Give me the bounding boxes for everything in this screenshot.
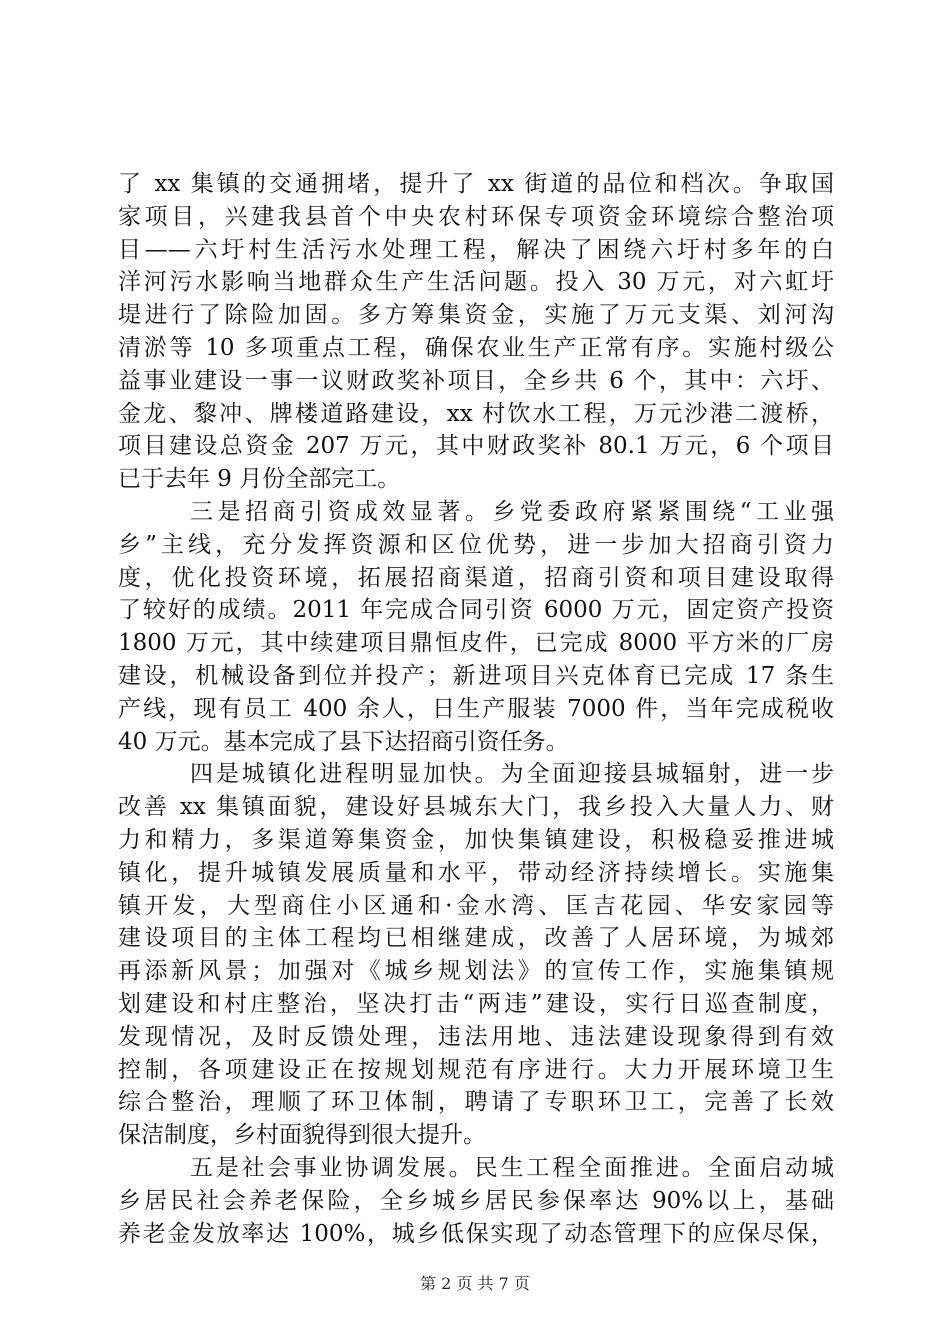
text-line: 产线，现有员工 400 余人，日生产服装 7000 件，当年完成税收 xyxy=(118,695,834,722)
text-line: 改善 xx 集镇面貌，建设好县城东大门，我乡投入大量人力、财 xyxy=(118,794,834,821)
text-line: 洋河污水影响当地群众生产生活问题。投入 30 万元，对六虹圩 xyxy=(118,269,834,296)
text-line: 划建设和村庄整治，坚决打击“两违”建设，实行日巡查制度， xyxy=(118,990,834,1017)
text-line: 益事业建设一事一议财政奖补项目，全乡共 6 个，其中：六圩、 xyxy=(118,367,834,394)
text-line: 1800 万元，其中续建项目鼎恒皮件，已完成 8000 平方米的厂房 xyxy=(118,630,834,657)
text-line: 镇化，提升城镇发展质量和水平，带动经济持续增长。实施集 xyxy=(118,859,834,886)
page-number-footer: 第 2 页 共 7 页 xyxy=(420,1274,530,1293)
text-line: 已于去年 9 月份全部完工。 xyxy=(118,466,401,493)
text-line: 项目建设总资金 207 万元，其中财政奖补 80.1 万元，6 个项目 xyxy=(118,433,834,460)
text-line: 建设项目的主体工程均已相继建成，改善了人居环境，为城郊 xyxy=(118,925,834,952)
text-line: 堤进行了除险加固。多方筹集资金，实施了万元支渠、刘河沟 xyxy=(118,302,834,329)
paragraph-start-line: 四是城镇化进程明显加快。为全面迎接县城辐射，进一步 xyxy=(190,761,834,788)
text-line: 再添新风景；加强对《城乡规划法》的宣传工作，实施集镇规 xyxy=(118,958,834,985)
text-line: 目——六圩村生活污水处理工程，解决了困绕六圩村多年的白 xyxy=(118,236,834,263)
text-line: 发现情况，及时反馈处理，违法用地、违法建设现象得到有效 xyxy=(118,1023,834,1050)
text-line: 了较好的成绩。2011 年完成合同引资 6000 万元，固定资产投资 xyxy=(118,597,834,624)
text-line: 镇开发，大型商住小区通和·金水湾、匡吉花园、华安家园等 xyxy=(118,892,834,919)
text-line: 40 万元。基本完成了县下达招商引资任务。 xyxy=(118,728,569,755)
text-line: 保洁制度，乡村面貌得到很大提升。 xyxy=(118,1122,486,1149)
paragraph-start-line: 三是招商引资成效显著。乡党委政府紧紧围绕“工业强 xyxy=(190,498,834,525)
text-line: 控制，各项建设正在按规划规范有序进行。大力开展环境卫生 xyxy=(118,1056,834,1083)
text-line: 综合整治，理顺了环卫体制，聘请了专职环卫工，完善了长效 xyxy=(118,1089,834,1116)
body-text xyxy=(118,168,834,1250)
paragraph-start-line: 五是社会事业协调发展。民生工程全面推进。全面启动城 xyxy=(190,1154,834,1181)
text-line: 乡居民社会养老保险，全乡城乡居民参保率达 90%以上，基础 xyxy=(118,1187,834,1214)
text-line: 力和精力，多渠道筹集资金，加快集镇建设，积极稳妥推进城 xyxy=(118,826,834,853)
text-line: 家项目，兴建我县首个中央农村环保专项资金环境综合整治项 xyxy=(118,203,834,230)
text-line: 清淤等 10 多项重点工程，确保农业生产正常有序。实施村级公 xyxy=(118,334,834,361)
text-line: 度，优化投资环境，拓展招商渠道，招商引资和项目建设取得 xyxy=(118,564,834,591)
text-line: 乡”主线，充分发挥资源和区位优势，进一步加大招商引资力 xyxy=(118,531,834,558)
text-line: 养老金发放率达 100%，城乡低保实现了动态管理下的应保尽保， xyxy=(118,1220,834,1247)
text-line: 金龙、黎冲、牌楼道路建设，xx 村饮水工程，万元沙港二渡桥， xyxy=(118,400,834,427)
text-line: 建设，机械设备到位并投产；新进项目兴克体育已完成 17 条生 xyxy=(118,662,834,689)
text-line: 了 xx 集镇的交通拥堵，提升了 xx 街道的品位和档次。争取国 xyxy=(118,171,834,197)
